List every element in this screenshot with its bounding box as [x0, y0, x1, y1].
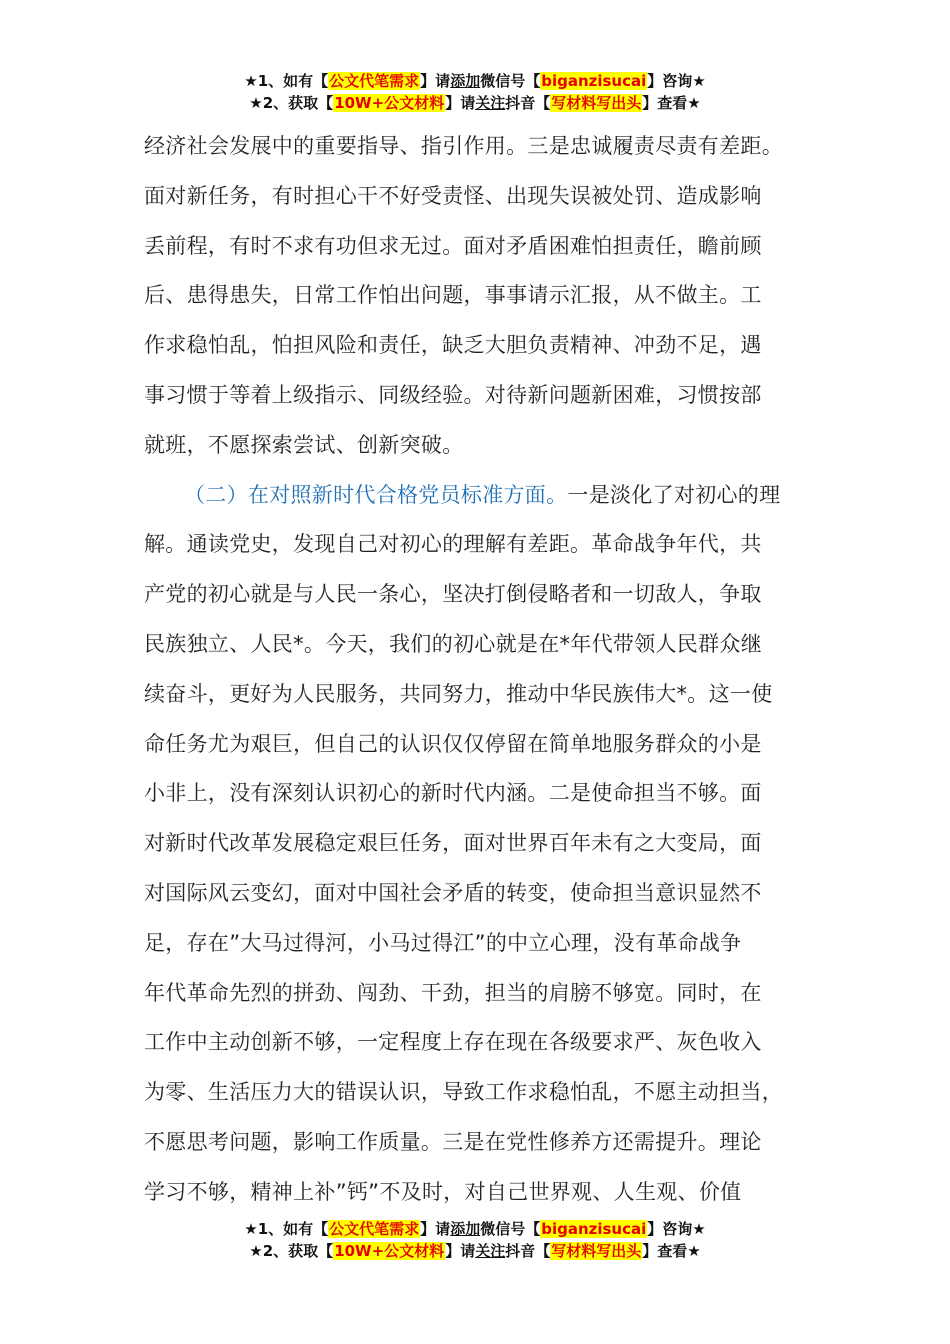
banner-text: 】咨询★ — [647, 72, 706, 90]
banner-text: 抖音【 — [505, 1242, 551, 1260]
body-line: 事习惯于等着上级指示、同级经验。对待新问题新困难，习惯按部 — [144, 382, 762, 407]
document-body — [144, 122, 824, 1218]
banner-text: 】查看★ — [642, 94, 701, 112]
banner-highlight: 10W+公文材料 — [334, 1242, 445, 1260]
body-line: 后、患得患失，日常工作怕出问题，事事请示汇报，从不做主。工 — [144, 283, 762, 308]
body-line: 续奋斗，更好为人民服务，共同努力，推动中华民族伟大*。这一使 — [144, 681, 773, 706]
banner-text: 】查看★ — [642, 1242, 701, 1260]
banner-text: ★1、如有【 — [244, 72, 329, 90]
footer-banner — [0, 1218, 950, 1262]
body-line: 民族独立、人民*。今天，我们的初心就是在*年代带领人民群众继 — [144, 631, 762, 656]
banner-line-2 — [0, 92, 950, 114]
body-line: 丢前程，有时不求有功但求无过。面对矛盾困难怕担责任，瞻前顾 — [144, 233, 762, 258]
body-line: 为零、生活压力大的错误认识，导致工作求稳怕乱，不愿主动担当， — [144, 1080, 783, 1105]
body-line: 命任务尤为艰巨，但自己的认识仅仅停留在简单地服务群众的小是 — [144, 731, 762, 756]
banner-text: 】请 — [420, 1220, 451, 1238]
banner-text: ★2、获取【 — [249, 1242, 334, 1260]
body-line: 解。通读党史，发现自己对初心的理解有差距。革命战争年代，共 — [144, 532, 762, 557]
banner-highlight: 公文代笔需求 — [329, 72, 420, 90]
banner-underline: 关注 — [475, 94, 506, 112]
banner-text: 】请 — [445, 94, 476, 112]
banner-highlight: 写材料写出头 — [551, 94, 642, 112]
section-heading: （二）在对照新时代合格党员标准方面。 — [184, 482, 568, 507]
header-banner — [0, 70, 950, 114]
banner-text: 微信号【 — [480, 72, 541, 90]
banner-highlight: 写材料写出头 — [551, 1242, 642, 1260]
banner-text: 】咨询★ — [647, 1220, 706, 1238]
body-line-rest: 一是淡化了对初心的理 — [567, 482, 781, 507]
banner-text: 】请 — [420, 72, 451, 90]
banner-line-1 — [0, 70, 950, 92]
section-first-line — [144, 471, 824, 521]
banner-text: 】请 — [445, 1242, 476, 1260]
body-line: 产党的初心就是与人民一条心，坚决打倒侵略者和一切敌人，争取 — [144, 582, 762, 607]
banner-text: ★2、获取【 — [249, 94, 334, 112]
body-line: 小非上，没有深刻认识初心的新时代内涵。二是使命担当不够。面 — [144, 781, 762, 806]
banner-highlight: biganzisucai — [541, 1220, 647, 1238]
body-line: 对新时代改革发展稳定艰巨任务，面对世界百年未有之大变局，面 — [144, 831, 762, 856]
body-line: 年代革命先烈的拼劲、闯劲、干劲，担当的肩膀不够宽。同时，在 — [144, 980, 762, 1005]
banner-line-2 — [0, 1240, 950, 1262]
banner-highlight: 10W+公文材料 — [334, 94, 445, 112]
body-line: 对国际风云变幻，面对中国社会矛盾的转变，使命担当意识显然不 — [144, 880, 762, 905]
banner-text: 微信号【 — [480, 1220, 541, 1238]
banner-underline: 添加 — [450, 72, 481, 90]
body-line: 不愿思考问题，影响工作质量。三是在党性修养方还需提升。理论 — [144, 1129, 762, 1154]
banner-highlight: 公文代笔需求 — [329, 1220, 420, 1238]
body-line: 足，存在”大马过得河，小马过得江”的中立心理，没有革命战争 — [144, 930, 742, 955]
banner-underline: 添加 — [450, 1220, 481, 1238]
body-line: 学习不够，精神上补”钙”不及时，对自己世界观、人生观、价值 — [144, 1179, 742, 1204]
banner-line-1 — [0, 1218, 950, 1240]
banner-text: ★1、如有【 — [244, 1220, 329, 1238]
body-line: 就班，不愿探索尝试、创新突破。 — [144, 432, 464, 457]
body-line: 经济社会发展中的重要指导、指引作用。三是忠诚履责尽责有差距。 — [144, 134, 783, 158]
body-line: 面对新任务，有时担心干不好受责怪、出现失误被处罚、造成影响 — [144, 183, 762, 208]
body-line: 作求稳怕乱，怕担风险和责任，缺乏大胆负责精神、冲劲不足，遇 — [144, 333, 762, 358]
banner-highlight: biganzisucai — [541, 72, 647, 90]
body-line: 工作中主动创新不够，一定程度上存在现在各级要求严、灰色收入 — [144, 1030, 762, 1055]
banner-text: 抖音【 — [505, 94, 551, 112]
banner-underline: 关注 — [475, 1242, 506, 1260]
